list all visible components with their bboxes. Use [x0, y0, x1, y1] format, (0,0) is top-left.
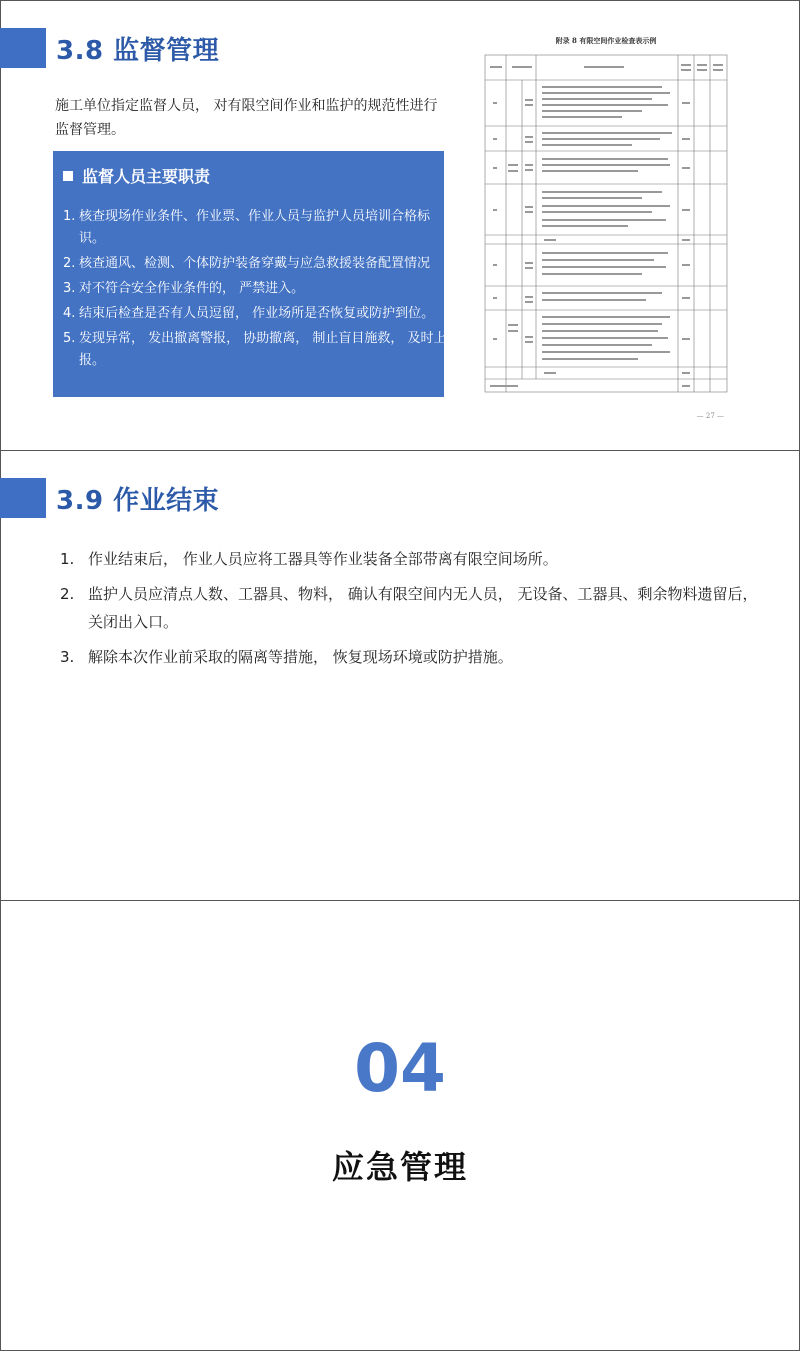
title-accent-bar	[0, 478, 46, 518]
form-caption: 附录 8 有限空间作业检查表示例	[555, 36, 657, 45]
list-item	[63, 206, 448, 250]
list-item	[63, 328, 448, 372]
title-accent-bar	[0, 28, 46, 68]
duties-heading	[63, 164, 210, 187]
duties-list	[63, 206, 448, 375]
item-text: 核查现场作业条件、作业票、作业人员与监护人员培训合格标识。	[79, 209, 431, 246]
form-page-number: — 27 —	[696, 412, 724, 420]
section-title: 3.9 作业结束	[56, 486, 220, 516]
item-text: 核查通风、检测、个体防护装备穿戴与应急救援装备配置情况	[79, 256, 431, 271]
list-item	[60, 545, 760, 573]
item-number: 2.	[60, 585, 75, 603]
intro-paragraph: 施工单位指定监督人员， 对有限空间作业和监护的规范性进行监督管理。	[55, 98, 438, 138]
item-number: 4.	[63, 306, 76, 321]
list-item	[60, 580, 760, 636]
item-number: 5.	[63, 331, 76, 346]
section-heading: 应急管理	[331, 1148, 468, 1186]
item-text: 作业结束后， 作业人员应将工器具等作业装备全部带离有限空间场所。	[88, 550, 558, 568]
list-item	[60, 643, 760, 671]
item-number: 1.	[60, 550, 75, 568]
item-number: 3.	[63, 281, 76, 296]
checklist-form-image	[484, 36, 728, 428]
item-text: 结束后检查是否有人员逗留， 作业场所是否恢复或防护到位。	[79, 306, 435, 321]
item-number: 2.	[63, 256, 76, 271]
item-number: 1.	[63, 209, 76, 224]
duties-box	[53, 151, 447, 397]
section-number: 04	[354, 1030, 446, 1107]
list-item	[63, 303, 448, 325]
checklist-table-graphic	[484, 54, 728, 410]
duties-heading-text: 监督人员主要职责	[82, 167, 211, 186]
item-text: 监护人员应清点人数、工器具、物料， 确认有限空间内无人员， 无设备、工器具、剩余物料遗留后， 关闭出入口。	[88, 585, 758, 631]
slide-emergency-section	[0, 900, 800, 1351]
list-item	[63, 278, 448, 300]
item-number: 3.	[60, 648, 75, 666]
steps-list	[60, 545, 760, 678]
list-item	[63, 253, 448, 275]
square-bullet-icon	[63, 171, 73, 181]
item-text: 对不符合安全作业条件的， 严禁进入。	[79, 281, 305, 296]
section-title: 3.8 监督管理	[56, 36, 220, 66]
item-text: 发现异常， 发出撤离警报， 协助撤离， 制止盲目施救， 及时上报。	[79, 331, 447, 368]
item-text: 解除本次作业前采取的隔离等措施， 恢复现场环境或防护措施。	[88, 648, 513, 666]
